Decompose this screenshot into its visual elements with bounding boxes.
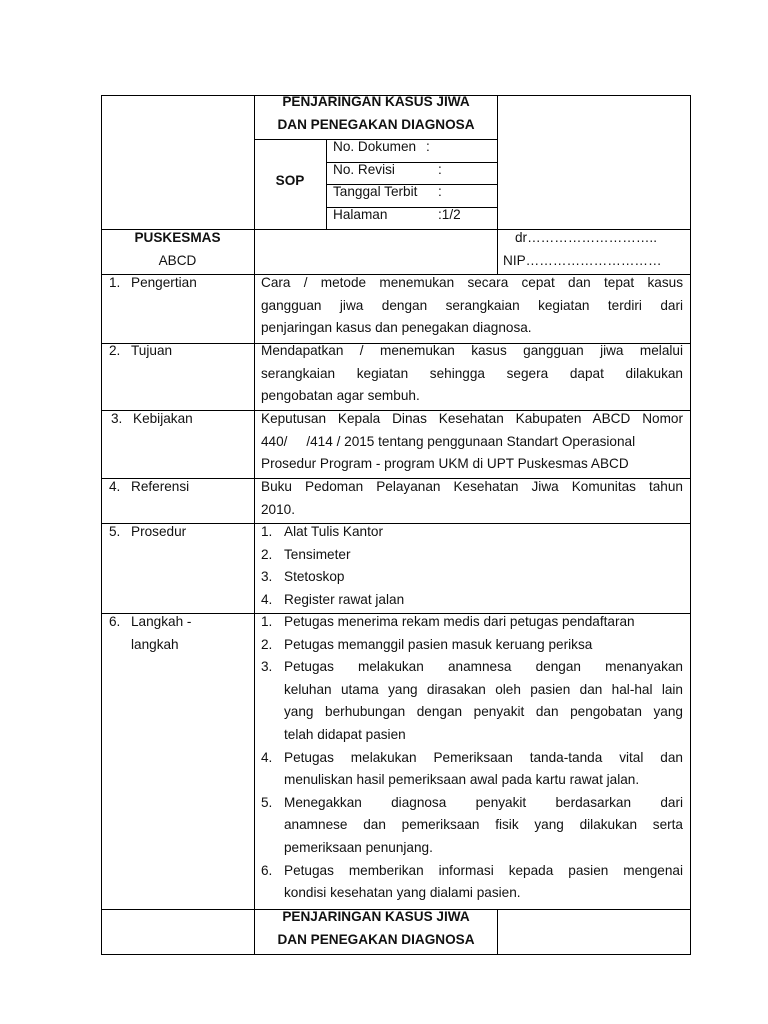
list-item-text: Petugas memberikan informasi kepada pasien mengenai xyxy=(284,862,683,878)
section-text-line: serangkaian kegiatan sehingga segera dapat dilakukan xyxy=(261,365,683,381)
table-border-right xyxy=(690,95,691,955)
list-item-number: 5. xyxy=(261,794,273,810)
list-item-text: yang berhubungan dengan penyakit dan pengobatan yang xyxy=(284,704,683,720)
list-item-text: menuliskan hasil pemeriksaan awal pada kartu rawat jalan. xyxy=(284,772,640,788)
section-label: Prosedur xyxy=(131,524,187,539)
section-number: 3. xyxy=(111,411,123,426)
list-item-number: 4. xyxy=(261,591,273,607)
sop-label: SOP xyxy=(275,173,305,188)
section-number: 5. xyxy=(109,524,121,539)
steps-list xyxy=(261,611,683,905)
section-text-line: penjaringan kasus dan penegakan diagnosa. xyxy=(261,320,532,336)
list-item-number: 2. xyxy=(261,546,273,562)
section-text xyxy=(261,408,683,476)
list-item-text: Alat Tulis Kantor xyxy=(284,524,383,539)
section-number: 4. xyxy=(109,479,121,494)
section-label: Pengertian xyxy=(131,275,197,290)
list-item xyxy=(261,860,683,905)
col-divider-right-sign xyxy=(497,229,498,274)
list-item-text: kondisi kesehatan yang dialami pasien. xyxy=(284,885,521,901)
sign-name: dr……………………….. xyxy=(515,230,657,245)
section-text-line: Keputusan Kepala Dinas Kesehatan Kabupaten ABCD Nomor xyxy=(261,411,683,426)
list-item-text: pemeriksaan penunjang. xyxy=(284,839,433,855)
footer-title-line1: PENJARINGAN KASUS JIWA xyxy=(282,909,470,924)
list-item-number: 4. xyxy=(261,749,273,765)
list-item xyxy=(261,544,683,567)
list-item xyxy=(261,521,683,544)
list-item-text: keluhan utama yang dirasakan oleh pasien dan hal-hal lain xyxy=(284,681,683,697)
col-divider-left xyxy=(254,95,255,955)
list-item xyxy=(261,589,683,612)
section-number: 6. xyxy=(109,614,121,629)
table-border-left xyxy=(101,95,102,955)
list-item xyxy=(261,634,683,657)
section-number: 2. xyxy=(109,343,121,358)
section-label: Tujuan xyxy=(131,343,173,358)
list-item-number: 3. xyxy=(261,659,273,675)
header-title-line2: DAN PENEGAKAN DIAGNOSA xyxy=(277,117,475,132)
list-item-text: telah didapat pasien xyxy=(284,726,406,742)
doc-field-label: No. Revisi xyxy=(333,162,395,177)
list-item xyxy=(261,656,683,746)
doc-field-value: : xyxy=(438,184,442,199)
doc-field-value: : xyxy=(426,139,430,154)
list-item-text: Register rawat jalan xyxy=(284,591,405,607)
doc-field-label: Tanggal Terbit xyxy=(333,184,418,199)
list-item-text: Petugas melakukan Pemeriksaan tanda-tanda vital dan xyxy=(284,749,683,765)
list-item-number: 2. xyxy=(261,636,273,652)
section-text xyxy=(261,272,683,340)
section-text-line: Mendapatkan / menemukan kasus gangguan jiwa melalui xyxy=(261,343,683,358)
list-item-number: 6. xyxy=(261,862,273,878)
org-code: ABCD xyxy=(158,253,197,268)
section-label: Kebijakan xyxy=(133,411,193,426)
list-item xyxy=(261,747,683,792)
section-text-line: 440/ /414 / 2015 tentang penggunaan Standart Operasional xyxy=(261,433,636,449)
section-label-cont: langkah xyxy=(131,637,179,652)
section-text-line: 2010. xyxy=(261,501,296,517)
header-title-line1: PENJARINGAN KASUS JIWA xyxy=(282,94,470,109)
list-item-text: Petugas melakukan anamnesa dengan menanyakan xyxy=(284,659,683,675)
list-item xyxy=(261,792,683,860)
list-item-number: 1. xyxy=(261,614,273,629)
list-item-number: 3. xyxy=(261,569,273,585)
doc-field-value: : xyxy=(438,162,442,177)
section-text-line: Cara / metode menemukan secara cepat dan tepat kasus xyxy=(261,275,683,290)
list-item-number: 1. xyxy=(261,524,273,539)
section-text xyxy=(261,340,683,408)
org-name: PUSKESMAS xyxy=(134,230,221,245)
doc-field-label: No. Dokumen xyxy=(333,139,417,154)
section-text-line: pengobatan agar sembuh. xyxy=(261,388,420,404)
list-item xyxy=(261,611,683,634)
list-item-text: anamnese dan pemeriksaan fisik yang dilakukan serta xyxy=(284,817,683,833)
list-item-text: Stetoskop xyxy=(284,569,345,585)
section-text xyxy=(261,476,683,521)
section-text-line: gangguan jiwa dengan serangkaian kegiatan terdiri dari xyxy=(261,297,683,313)
list-item-text: Petugas memanggil pasien masuk keruang periksa xyxy=(284,636,593,652)
table-border-bottom xyxy=(101,954,691,955)
list-item-text: Menegakkan diagnosa penyakit berdasarkan dari xyxy=(284,794,683,810)
section-text-line: Buku Pedoman Pelayanan Kesehatan Jiwa Komunitas tahun xyxy=(261,479,683,494)
procedure-list xyxy=(261,521,683,611)
footer-title-line2: DAN PENEGAKAN DIAGNOSA xyxy=(277,932,475,947)
section-number: 1. xyxy=(109,275,121,290)
section-label: Referensi xyxy=(131,479,190,494)
doc-field-value: :1/2 xyxy=(438,207,461,222)
doc-field-label: Halaman xyxy=(333,207,388,222)
list-item-text: Petugas menerima rekam medis dari petugas pendaftaran xyxy=(284,614,635,629)
list-item-text: Tensimeter xyxy=(284,546,351,562)
list-item xyxy=(261,566,683,589)
section-text-line: Prosedur Program - program UKM di UPT Puskesmas ABCD xyxy=(261,456,629,472)
sign-nip: NIP………………………… xyxy=(503,253,662,268)
section-label: Langkah - xyxy=(131,614,192,629)
